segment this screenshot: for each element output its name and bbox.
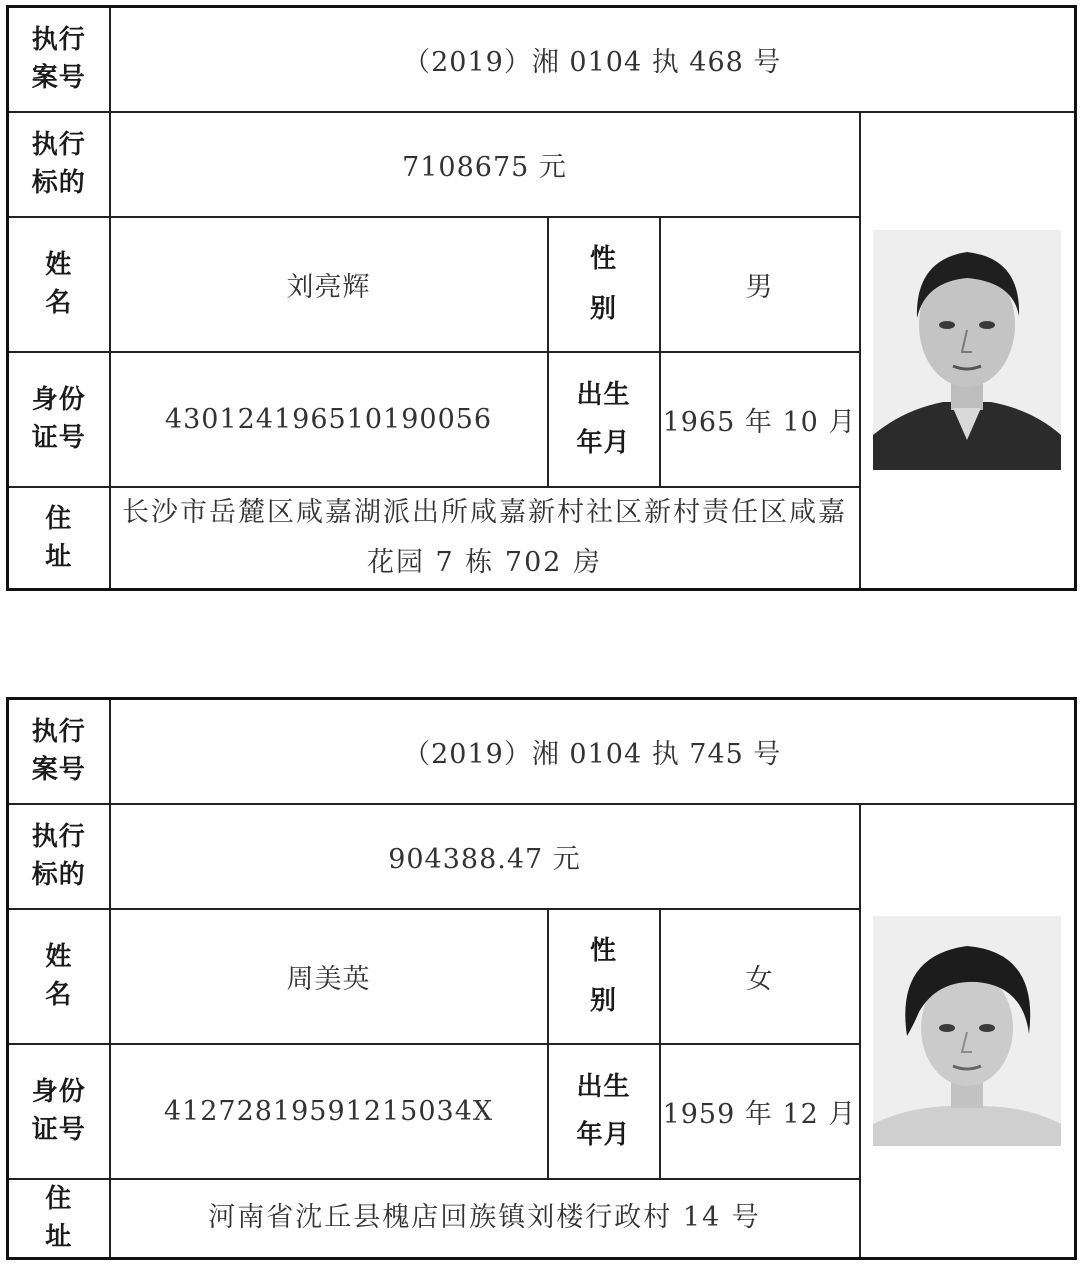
address-value: 长沙市岳麓区咸嘉湖派出所咸嘉新村社区新村责任区咸嘉花园 7 栋 702 房 <box>110 487 860 590</box>
name-label: 姓 名 <box>8 217 110 352</box>
gender-value: 男 <box>660 217 860 352</box>
subject-amount-value: 904388.47 元 <box>110 804 860 909</box>
subject-amount-value: 7108675 元 <box>110 112 860 217</box>
subject-amount-label: 执行 标的 <box>8 112 110 217</box>
debtor-photo <box>860 112 1076 590</box>
id-number-label: 身份 证号 <box>8 1044 110 1179</box>
case-number-value: （2019）湘 0104 执 468 号 <box>110 7 1076 112</box>
case-number-label: 执行 案号 <box>8 699 110 804</box>
name-value: 周美英 <box>110 909 548 1044</box>
birth-label: 出生 年月 <box>548 1044 660 1179</box>
gender-value: 女 <box>660 909 860 1044</box>
address-label: 住 址 <box>8 487 110 590</box>
id-number-value: 430124196510190056 <box>110 352 548 487</box>
case-number-value: （2019）湘 0104 执 745 号 <box>110 699 1076 804</box>
address-label: 住 址 <box>8 1179 110 1259</box>
name-label: 姓 名 <box>8 909 110 1044</box>
subject-amount-label: 执行 标的 <box>8 804 110 909</box>
birth-value: 1959 年 12 月 <box>660 1044 860 1179</box>
debtor-card-1 <box>6 5 1077 591</box>
person-photo-icon <box>873 230 1061 470</box>
debtor-photo <box>860 804 1076 1259</box>
debtor-card-2 <box>6 697 1077 1260</box>
id-number-value: 41272819591215034X <box>110 1044 548 1179</box>
name-value: 刘亮辉 <box>110 217 548 352</box>
birth-value: 1965 年 10 月 <box>660 352 860 487</box>
gender-label: 性 别 <box>548 909 660 1044</box>
person-photo-icon <box>873 916 1061 1146</box>
case-number-label: 执行 案号 <box>8 7 110 112</box>
address-value: 河南省沈丘县槐店回族镇刘楼行政村 14 号 <box>110 1179 860 1259</box>
gender-label: 性 别 <box>548 217 660 352</box>
birth-label: 出生 年月 <box>548 352 660 487</box>
id-number-label: 身份 证号 <box>8 352 110 487</box>
